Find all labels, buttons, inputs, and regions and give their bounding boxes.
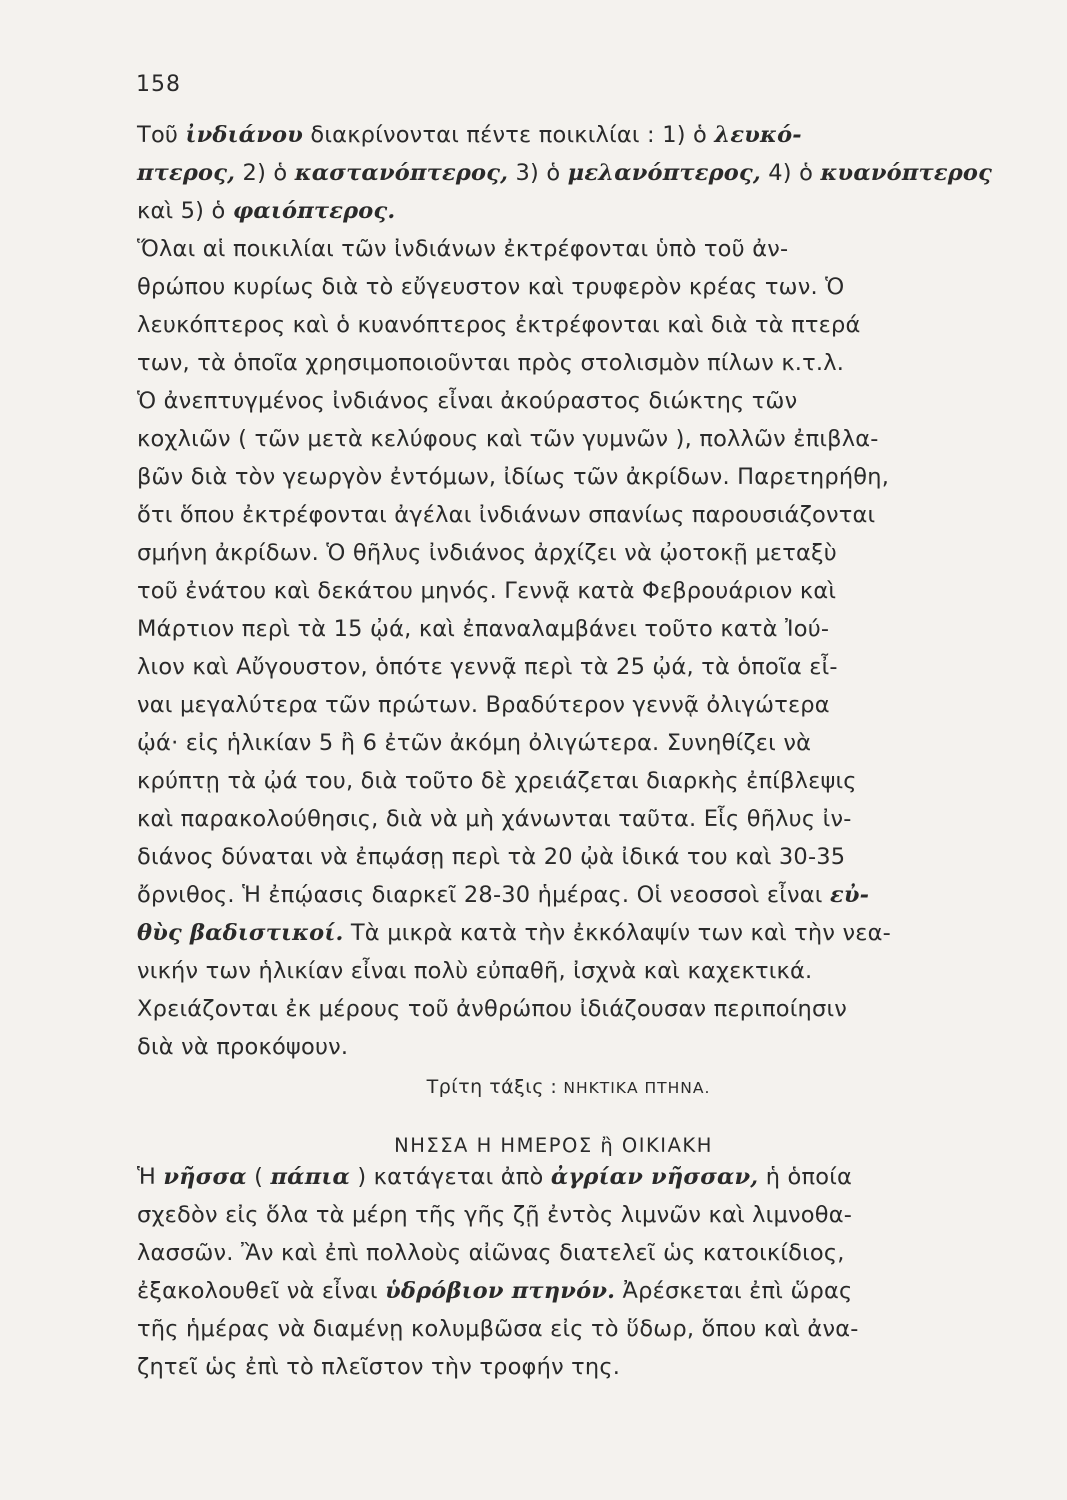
text-line: [137, 420, 1007, 458]
emphasized-term: εὐ-: [829, 882, 870, 908]
text-segment: Ὅλαι αἱ ποικιλίαι τῶν ἰνδιάνων ἐκτρέφονται ὑπὸ τοῦ ἀν-: [137, 236, 789, 262]
text-line: [137, 990, 1007, 1028]
text-segment: κρύπτῃ τὰ ᾠά του, διὰ τοῦτο δὲ χρειάζεται διαρκὴς ἐπίβλεψις: [137, 768, 857, 794]
text-line: [137, 1196, 1007, 1234]
text-segment: κοχλιῶν ( τῶν μετὰ κελύφους καὶ τῶν γυμνῶν ), πολλῶν ἐπιβλα-: [137, 426, 879, 452]
emphasized-term: πάπια: [270, 1164, 350, 1190]
emphasized-term: μελανόπτερος,: [567, 160, 761, 186]
text-line: [137, 876, 1007, 914]
paragraph-indian-turkey: [137, 116, 1007, 1066]
text-segment: ναι μεγαλύτερα τῶν πρώτων. Βραδύτερον γεννᾷ ὀλιγώτερα: [137, 692, 830, 718]
text-segment: Ὁ ἀνεπτυγμένος ἰνδιάνος εἶναι ἀκούραστος διώκτης τῶν: [137, 388, 798, 414]
text-line: [137, 914, 1007, 952]
text-segment: διάνος δύναται νὰ ἐπῳάσῃ περὶ τὰ 20 ᾠὰ ἰδικά του καὶ 30-35: [137, 844, 846, 870]
text-line: [137, 952, 1007, 990]
text-line: [137, 610, 1007, 648]
text-segment: Τοῦ: [137, 122, 186, 148]
section-heading-duck: ΝΗΣΣΑ Η ΗΜΕΡΟΣ ἢ ΟΙΚΙΑΚΗ: [394, 1134, 713, 1157]
text-line: [137, 724, 1007, 762]
text-segment: Τὰ μικρὰ κατὰ τὴν ἐκκόλαψίν των καὶ τὴν νεα-: [343, 920, 891, 946]
text-segment: των, τὰ ὁποῖα χρησιμοποιοῦνται πρὸς στολισμὸν πίλων κ.τ.λ.: [137, 350, 845, 376]
text-segment: λιον καὶ Αὔγουστον, ὁπότε γεννᾷ περὶ τὰ 25 ᾠά, τὰ ὁποῖα εἶ-: [137, 654, 838, 680]
text-segment: 4) ὁ: [760, 160, 821, 186]
text-segment: Χρειάζονται ἐκ μέρους τοῦ ἀνθρώπου ἰδιάζουσαν περιποίησιν: [137, 996, 848, 1022]
text-segment: (: [246, 1164, 271, 1190]
text-line: [137, 1348, 1007, 1386]
text-line: [137, 838, 1007, 876]
text-segment: τῆς ἡμέρας νὰ διαμένῃ κολυμβῶσα εἰς τὸ ὕδωρ, ὅπου καὶ ἀνα-: [137, 1316, 859, 1342]
emphasized-term: νῆσσα: [163, 1164, 247, 1190]
text-line: [137, 116, 1007, 154]
page-number: 158: [136, 72, 181, 97]
text-segment: σχεδὸν εἰς ὅλα τὰ μέρη τῆς γῆς ζῇ ἐντὸς λιμνῶν καὶ λιμνοθα-: [137, 1202, 853, 1228]
paragraph-duck: [137, 1158, 1007, 1386]
text-line: [137, 686, 1007, 724]
text-segment: Ἡ: [137, 1164, 164, 1190]
text-segment: διὰ νὰ προκόψουν.: [137, 1034, 349, 1060]
text-line: [137, 572, 1007, 610]
emphasized-term: ὑδρόβιον πτηνόν.: [385, 1278, 616, 1304]
text-line: [137, 800, 1007, 838]
text-segment: λασσῶν. Ἂν καὶ ἐπὶ πολλοὺς αἰῶνας διατελεῖ ὡς κατοικίδιος,: [137, 1240, 845, 1266]
emphasized-term: ἀγρίαν νῆσσαν,: [550, 1164, 759, 1190]
text-segment: νικήν των ἡλικίαν εἶναι πολὺ εὐπαθῆ, ἰσχνὰ καὶ καχεκτικά.: [137, 958, 813, 984]
text-line: [137, 344, 1007, 382]
text-segment: ζητεῖ ὡς ἐπὶ τὸ πλεῖστον τὴν τροφήν της.: [137, 1354, 621, 1380]
text-segment: Μάρτιον περὶ τὰ 15 ᾠά, καὶ ἐπαναλαμβάνει τοῦτο κατὰ Ἰού-: [137, 616, 830, 642]
text-segment: ἡ ὁποία: [758, 1164, 853, 1190]
text-segment: 3) ὁ: [508, 160, 568, 186]
text-segment: ἐξακολουθεῖ νὰ εἶναι: [137, 1278, 386, 1304]
text-line: [137, 1028, 1007, 1066]
text-segment: ὅτι ὅπου ἐκτρέφονται ἀγέλαι ἰνδιάνων σπανίως παρουσιάζονται: [137, 502, 876, 528]
text-line: [137, 458, 1007, 496]
text-line: [137, 1310, 1007, 1348]
text-segment: Ἀρέσκεται ἐπὶ ὥρας: [615, 1278, 853, 1304]
text-segment: ᾠά· εἰς ἡλικίαν 5 ἢ 6 ἐτῶν ἀκόμη ὀλιγώτερα. Συνηθίζει νὰ: [137, 730, 812, 756]
text-segment: ὄρνιθος. Ἡ ἐπῴασις διαρκεῖ 28-30 ἡμέρας. Οἱ νεοσσοὶ εἶναι: [137, 882, 830, 908]
text-line: [137, 648, 1007, 686]
text-segment: τοῦ ἐνάτου καὶ δεκάτου μηνός. Γεννᾷ κατὰ Φεβρουάριον καὶ: [137, 578, 837, 604]
emphasized-term: πτερος,: [137, 160, 236, 186]
text-line: [137, 382, 1007, 420]
section-class-label: Τρίτη τάξις :: [426, 1076, 558, 1098]
text-line: [137, 268, 1007, 306]
section-class-value: ΝΗΚΤΙΚΑ ΠΤΗΝΑ.: [563, 1079, 711, 1097]
text-line: [137, 762, 1007, 800]
text-line: [137, 1234, 1007, 1272]
emphasized-term: καστανόπτερος,: [294, 160, 509, 186]
text-segment: ) κατάγεται ἀπὸ: [349, 1164, 551, 1190]
text-segment: 2) ὁ: [235, 160, 295, 186]
section-heading-class: [0, 1076, 1067, 1098]
text-segment: καὶ παρακολούθησις, διὰ νὰ μὴ χάνωνται ταῦτα. Εἷς θῆλυς ἰν-: [137, 806, 852, 832]
text-line: [137, 1272, 1007, 1310]
text-segment: βῶν διὰ τὸν γεωργὸν ἐντόμων, ἰδίως τῶν ἀκρίδων. Παρετηρήθη,: [137, 464, 890, 490]
text-line: [137, 534, 1007, 572]
text-line: [137, 306, 1007, 344]
emphasized-term: ἰνδιάνου: [185, 122, 304, 148]
emphasized-term: φαιόπτερος.: [232, 198, 396, 224]
emphasized-term: θὺς βαδιστικοί.: [137, 920, 344, 946]
text-line: [137, 192, 1007, 230]
text-line: [137, 1158, 1007, 1196]
text-segment: διακρίνονται πέντε ποικιλίαι : 1) ὁ: [303, 122, 715, 148]
text-segment: θρώπου κυρίως διὰ τὸ εὔγευστον καὶ τρυφερὸν κρέας των. Ὁ: [137, 274, 845, 300]
text-segment: καὶ 5) ὁ: [137, 198, 233, 224]
emphasized-term: κυανόπτερος: [820, 160, 993, 186]
text-line: [137, 230, 1007, 268]
text-line: [137, 496, 1007, 534]
text-segment: σμήνη ἀκρίδων. Ὁ θῆλυς ἰνδιάνος ἀρχίζει νὰ ᾠοτοκῇ μεταξὺ: [137, 540, 837, 566]
text-segment: λευκόπτερος καὶ ὁ κυανόπτερος ἐκτρέφονται καὶ διὰ τὰ πτερά: [137, 312, 861, 338]
emphasized-term: λευκό-: [714, 122, 802, 148]
text-line: [137, 154, 1007, 192]
